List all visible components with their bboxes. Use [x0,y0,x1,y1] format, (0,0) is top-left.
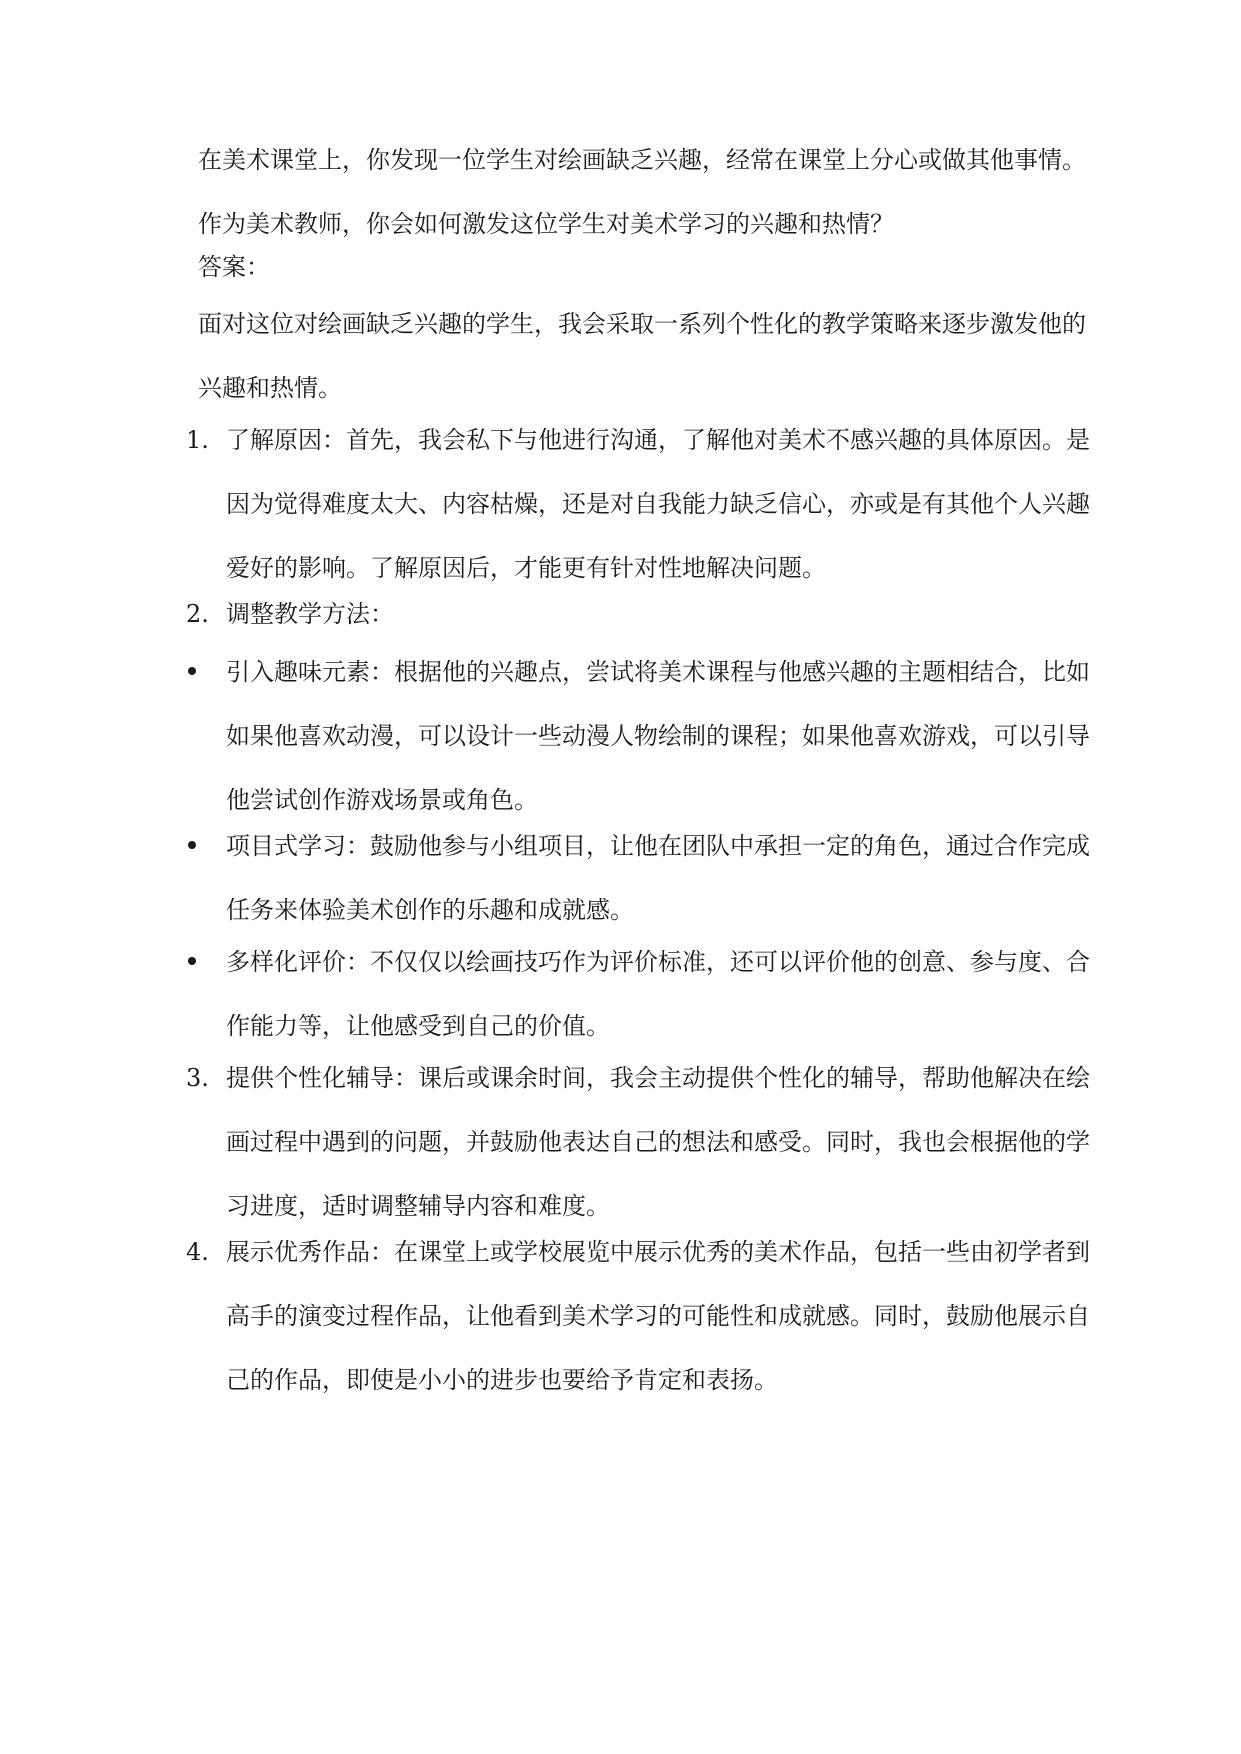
list-item-2 [186,582,1093,646]
bullet-item-text: 引入趣味元素：根据他的兴趣点，尝试将美术课程与他感兴趣的主题相结合，比如如果他喜欢动漫，可以设计一些动漫人物绘制的课程；如果他喜欢游戏，可以引导他尝试创作游戏场景或角色。 [226,658,1090,814]
list-number: 1. [186,426,209,454]
list-item-1 [186,408,1093,600]
list-item-4 [186,1220,1093,1412]
list-item-text: 提供个性化辅导：课后或课余时间，我会主动提供个性化的辅导，帮助他解决在绘画过程中遇到的问题，并鼓励他表达自己的想法和感受。同时，我也会根据他的学习进度，适时调整辅导内容和难度。 [226,1064,1090,1220]
bullet-icon [188,667,196,675]
list-item-text: 展示优秀作品：在课堂上或学校展览中展示优秀的美术作品，包括一些由初学者到高手的演变过程作品，让他看到美术学习的可能性和成就感。同时，鼓励他展示自己的作品，即使是小小的进步也要给予肯定和表扬。 [226,1238,1090,1394]
list-item-3 [186,1046,1093,1238]
list-item-text: 调整教学方法： [226,600,394,628]
bullet-icon [188,841,196,849]
bullet-item-project-learning [186,814,1093,942]
bullet-icon [188,957,196,965]
intro-paragraph: 面对这位对绘画缺乏兴趣的学生，我会采取一系列个性化的教学策略来逐步激发他的兴趣和热情。 [198,310,1086,402]
bullet-item-text: 项目式学习：鼓励他参与小组项目，让他在团队中承担一定的角色，通过合作完成任务来体验美术创作的乐趣和成就感。 [226,832,1090,924]
question-paragraph: 在美术课堂上，你发现一位学生对绘画缺乏兴趣，经常在课堂上分心或做其他事情。作为美术教师，你会如何激发这位学生对美术学习的兴趣和热情？ [198,146,1086,238]
list-number: 2. [186,600,209,628]
bullet-item-fun-elements [186,640,1093,832]
bullet-item-text: 多样化评价：不仅仅以绘画技巧作为评价标准，还可以评价他的创意、参与度、合作能力等，让他感受到自己的价值。 [226,948,1090,1040]
list-number: 3. [186,1064,209,1092]
bullet-item-diverse-evaluation [186,930,1093,1058]
list-number: 4. [186,1238,209,1266]
answer-label: 答案： [198,253,270,281]
list-item-text: 了解原因：首先，我会私下与他进行沟通，了解他对美术不感兴趣的具体原因。是因为觉得难度太大、内容枯燥，还是对自我能力缺乏信心，亦或是有其他个人兴趣爱好的影响。了解原因后，才能更有针对性地解决问题。 [226,426,1090,582]
